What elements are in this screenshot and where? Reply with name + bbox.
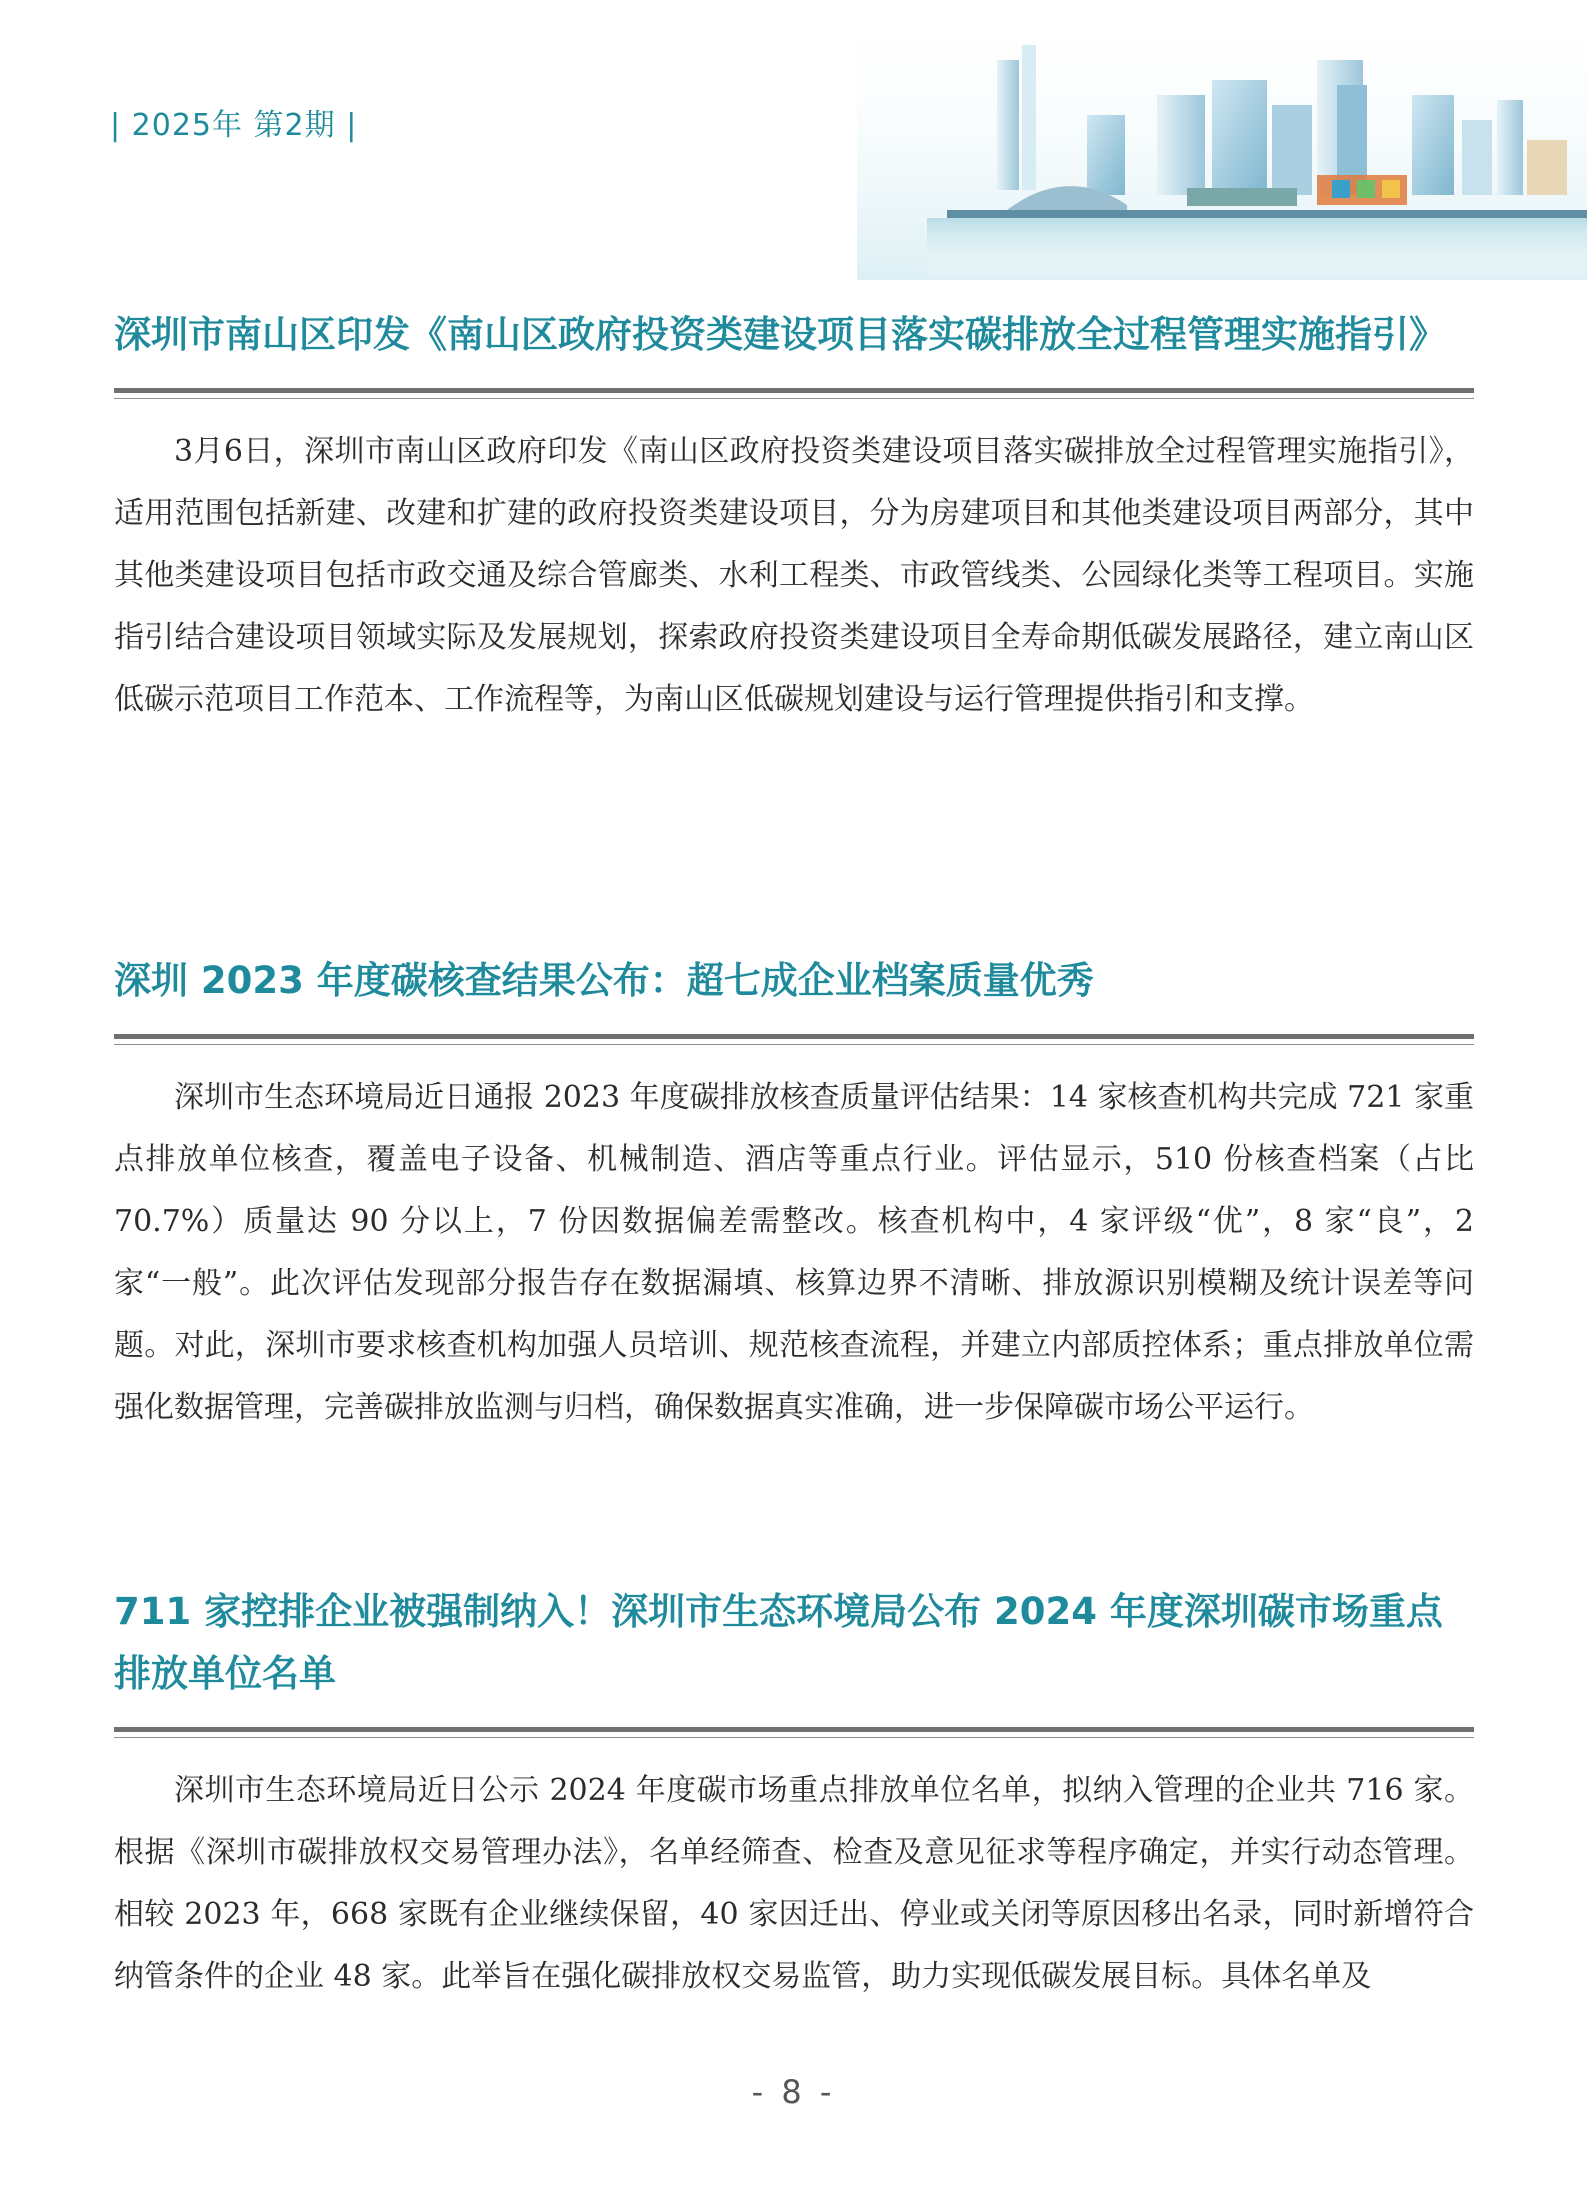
issue-label: 2025年 第2期 (131, 108, 336, 143)
issue-header (110, 100, 357, 144)
title-divider (114, 1034, 1474, 1045)
article-body: 深圳市生态环境局近日通报 2023 年度碳排放核查质量评估结果：14 家核查机构共完成 721 家重点排放单位核查，覆盖电子设备、机械制造、酒店等重点行业。评估显示，510 份核查档案（占比 70.7%）质量达 90 分以上，7 份因数据偏差需整改。核查机构中，4 家评级“优”，8 家“良”，2 家“一般”。此次评估发现部分报告存在数据漏填、核算边界不清晰、排放源识别模糊及统计误差等问题。对此，深圳市要求核查机构加强人员培训、规范核查流程，并建立内部质控体系；重点排放单位需强化数据管理，完善碳排放监测与归档，确保数据真实准确，进一步保障碳市场公平运行。 (114, 1080, 1474, 1425)
title-divider (114, 1727, 1474, 1738)
issue-header-left-bar: | (110, 108, 122, 143)
title-divider (114, 388, 1474, 399)
article-title: 深圳市南山区印发《南山区政府投资类建设项目落实碳排放全过程管理实施指引》 (114, 313, 1446, 356)
page-number: - 8 - (751, 2073, 836, 2111)
article-body: 3月6日，深圳市南山区政府印发《南山区政府投资类建设项目落实碳排放全过程管理实施指引》，适用范围包括新建、改建和扩建的政府投资类建设项目，分为房建项目和其他类建设项目两部分，其中其他类建设项目包括市政交通及综合管廊类、水利工程类、市政管线类、公园绿化类等工程项目。实施指引结合建设项目领域实际及发展规划，探索政府投资类建设项目全寿命期低碳发展路径，建立南山区低碳示范项目工作范本、工作流程等，为南山区低碳规划建设与运行管理提供指引和支撑。 (114, 434, 1474, 717)
city-skyline-illustration (857, 0, 1587, 280)
article-title: 深圳 2023 年度碳核查结果公布：超七成企业档案质量优秀 (114, 959, 1094, 1002)
article-1 (114, 304, 1474, 731)
article-body: 深圳市生态环境局近日公示 2024 年度碳市场重点排放单位名单，拟纳入管理的企业共 716 家。根据《深圳市碳排放权交易管理办法》，名单经筛查、检查及意见征求等程序确定，并实行动态管理。相较 2023 年，668 家既有企业继续保留，40 家因迁出、停业或关闭等原因移出名录，同时新增符合纳管条件的企业 48 家。此举旨在强化碳排放权交易监管，助力实现低碳发展目标。具体名单及 (114, 1773, 1474, 1994)
article-2 (114, 950, 1474, 1439)
issue-header-right-bar: | (346, 108, 358, 143)
article-3 (114, 1581, 1474, 2008)
article-title: 711 家控排企业被强制纳入！深圳市生态环境局公布 2024 年度深圳碳市场重点排放单位名单 (114, 1590, 1443, 1695)
